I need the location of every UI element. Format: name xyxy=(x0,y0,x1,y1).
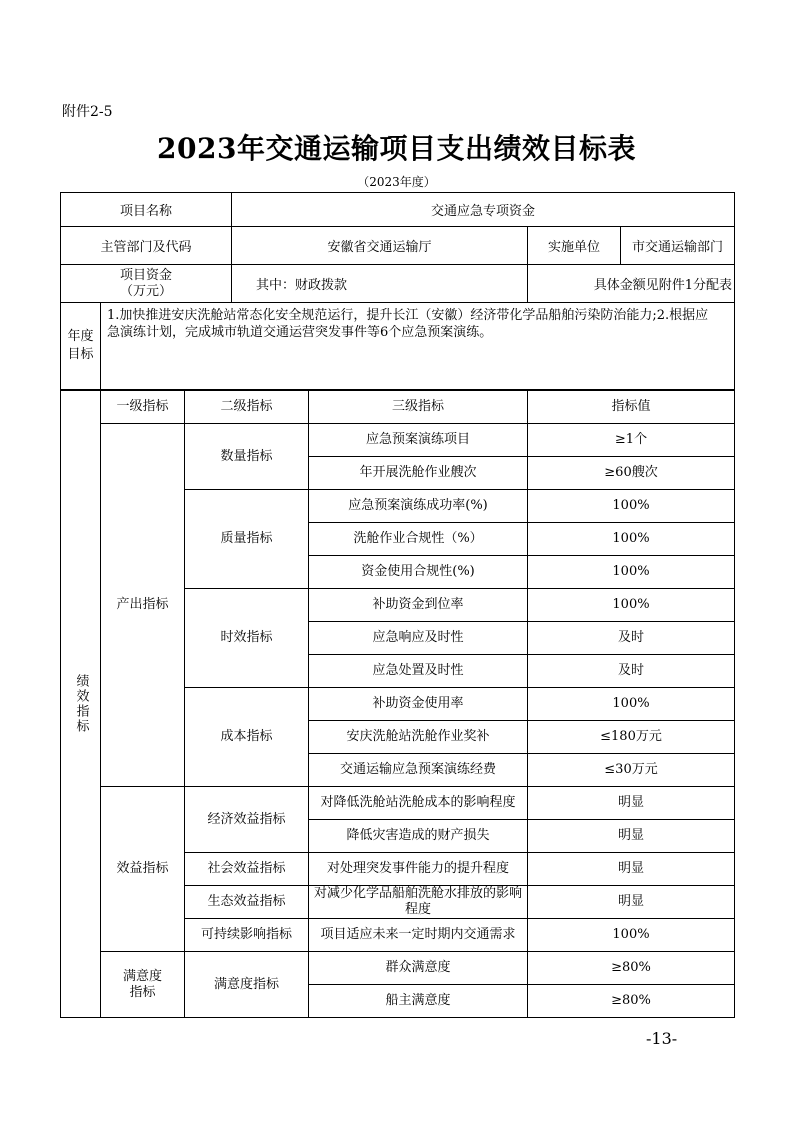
annual-goal-label xyxy=(61,303,101,390)
level3-indicator: 应急处置及时性 xyxy=(309,655,528,688)
indicator-value: ≥1个 xyxy=(528,424,735,457)
level3-indicator: 对降低洗舱站洗舱成本的影响程度 xyxy=(309,787,528,820)
indicator-value: 明显 xyxy=(528,787,735,820)
level1-indicator: 效益指标 xyxy=(101,787,185,952)
page-title: 2023年交通运输项目支出绩效目标表 xyxy=(157,132,636,165)
annual-goal-line1: 1.加快推进安庆洗舱站常态化安全规范运行，提升长江（安徽）经济带化学品船舶污染防治能力;2.根据应 xyxy=(107,308,709,323)
impl-value: 市交通运输部门 xyxy=(621,227,735,265)
level2-indicator: 成本指标 xyxy=(185,688,309,787)
indicator-value: 明显 xyxy=(528,886,735,919)
indicator-value: 100% xyxy=(528,589,735,622)
indicator-value: ≥80% xyxy=(528,952,735,985)
level3-indicator: 对减少化学品船舶洗舱水排放的影响程度 xyxy=(309,886,528,919)
level1-indicator xyxy=(101,952,185,1018)
table-row xyxy=(61,952,735,985)
level3-indicator: 应急预案演练成功率(%) xyxy=(309,490,528,523)
indicator-value: 明显 xyxy=(528,853,735,886)
level1-indicator-line: 指标 xyxy=(129,984,156,1000)
level3-indicator: 船主满意度 xyxy=(309,985,528,1018)
indicator-value: 明显 xyxy=(528,820,735,853)
table-row xyxy=(61,787,735,820)
fund-label xyxy=(61,265,232,303)
attachment-label: 附件2-5 xyxy=(62,104,113,120)
indicator-value: ≥60艘次 xyxy=(528,457,735,490)
performance-side-label: 绩效指标 xyxy=(61,391,101,1018)
level2-indicator: 生态效益指标 xyxy=(185,886,309,919)
fund-label-line2: （万元） xyxy=(120,283,173,299)
level3-indicator: 补助资金使用率 xyxy=(309,688,528,721)
level3-indicator: 交通运输应急预案演练经费 xyxy=(309,754,528,787)
indicator-value: 100% xyxy=(528,919,735,952)
indicator-value: 100% xyxy=(528,688,735,721)
indicator-value: 100% xyxy=(528,490,735,523)
fund-value: 其中：财政拨款 xyxy=(232,265,528,303)
page-number: -13- xyxy=(646,1029,678,1048)
level3-indicator: 应急预案演练项目 xyxy=(309,424,528,457)
indicator-value: 及时 xyxy=(528,655,735,688)
indicator-value: 及时 xyxy=(528,622,735,655)
level3-indicator: 对处理突发事件能力的提升程度 xyxy=(309,853,528,886)
level2-indicator: 经济效益指标 xyxy=(185,787,309,853)
dept-label: 主管部门及代码 xyxy=(61,227,232,265)
level1-indicator-line: 满意度 xyxy=(122,968,162,984)
level2-indicator: 可持续影响指标 xyxy=(185,919,309,952)
dept-value: 安徽省交通运输厅 xyxy=(232,227,528,265)
level2-indicator: 时效指标 xyxy=(185,589,309,688)
level3-indicator: 补助资金到位率 xyxy=(309,589,528,622)
indicator-header-row xyxy=(61,391,735,424)
level2-indicator: 满意度指标 xyxy=(185,952,309,1018)
level3-indicator: 年开展洗舱作业艘次 xyxy=(309,457,528,490)
indicator-value: 100% xyxy=(528,523,735,556)
project-info-table xyxy=(60,192,735,390)
header-value: 指标值 xyxy=(528,391,735,424)
level3-indicator: 洗舱作业合规性（%） xyxy=(309,523,528,556)
level3-indicator: 群众满意度 xyxy=(309,952,528,985)
indicator-value: ≥80% xyxy=(528,985,735,1018)
project-name-value: 交通应急专项资金 xyxy=(232,193,735,227)
level3-indicator: 降低灾害造成的财产损失 xyxy=(309,820,528,853)
performance-indicator-table xyxy=(60,390,735,1018)
fund-label-line1: 项目资金 xyxy=(120,267,173,283)
year-note: （2023年度） xyxy=(357,175,436,189)
annual-goal-line2: 急演练计划，完成城市轨道交通运营突发事件等6个应急预案演练。 xyxy=(107,325,493,340)
header-level3: 三级指标 xyxy=(309,391,528,424)
header-level2: 二级指标 xyxy=(185,391,309,424)
level2-indicator: 数量指标 xyxy=(185,424,309,490)
annual-goal-label-line1: 年度 xyxy=(67,329,94,344)
level2-indicator: 社会效益指标 xyxy=(185,853,309,886)
fund-note: 具体金额见附件1分配表 xyxy=(528,265,735,303)
level2-indicator: 质量指标 xyxy=(185,490,309,589)
indicator-value: ≤30万元 xyxy=(528,754,735,787)
project-name-label: 项目名称 xyxy=(61,193,232,227)
annual-goal-text xyxy=(101,303,735,390)
header-level1: 一级指标 xyxy=(101,391,185,424)
level3-indicator: 资金使用合规性(%) xyxy=(309,556,528,589)
indicator-value: 100% xyxy=(528,556,735,589)
level3-indicator: 应急响应及时性 xyxy=(309,622,528,655)
impl-label: 实施单位 xyxy=(528,227,621,265)
level3-indicator: 安庆洗舱站洗舱作业奖补 xyxy=(309,721,528,754)
level1-indicator: 产出指标 xyxy=(101,424,185,787)
indicator-value: ≤180万元 xyxy=(528,721,735,754)
level3-indicator: 项目适应未来一定时期内交通需求 xyxy=(309,919,528,952)
table-row xyxy=(61,424,735,457)
annual-goal-label-line2: 目标 xyxy=(67,347,94,362)
